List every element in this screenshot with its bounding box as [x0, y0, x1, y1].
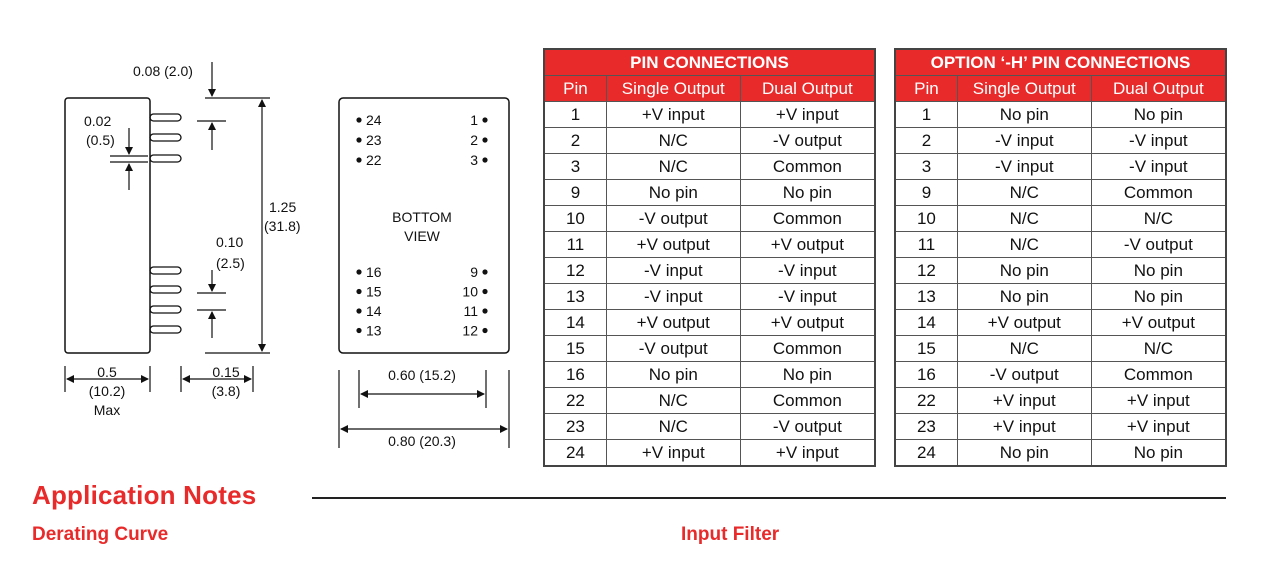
table-cell: N/C [1091, 336, 1226, 362]
pin-number-label: 1 [470, 112, 478, 128]
table-cell: N/C [1091, 206, 1226, 232]
table-row [895, 336, 1226, 362]
table-row [544, 362, 875, 388]
derating-curve-heading: Derating Curve [32, 524, 169, 545]
table-cell: +V input [606, 102, 740, 128]
pin-dot [356, 269, 361, 274]
pin-number-label: 13 [366, 322, 382, 339]
pin-number-label: 2 [470, 132, 478, 148]
pitch-mm-label: (2.5) [216, 255, 245, 271]
table-cell: 12 [544, 258, 606, 284]
table-cell: N/C [606, 388, 740, 414]
pin-dot [482, 137, 487, 142]
table-row [895, 154, 1226, 180]
table-cell: -V output [1091, 232, 1226, 258]
table-cell: +V input [606, 440, 740, 467]
table-cell: 2 [895, 128, 957, 154]
table-cell: 14 [544, 310, 606, 336]
table-cell: 10 [544, 206, 606, 232]
table-cell: -V output [606, 206, 740, 232]
table-cell: 3 [895, 154, 957, 180]
table-cell: +V output [1091, 310, 1226, 336]
table-cell: 15 [895, 336, 957, 362]
table-cell: -V output [957, 362, 1091, 388]
table-cell: 10 [895, 206, 957, 232]
pin-number-label: 23 [366, 132, 382, 148]
table-row [544, 336, 875, 362]
width-label: 0.80 (20.3) [388, 433, 456, 449]
table-cell: 15 [544, 336, 606, 362]
table-cell: Common [740, 206, 875, 232]
table-cell: +V input [957, 414, 1091, 440]
pin-number-label: 9 [470, 264, 478, 280]
pin-dot [356, 328, 361, 333]
table-cell: No pin [606, 362, 740, 388]
pin-dot [356, 308, 361, 313]
mechanical-drawing [0, 0, 540, 470]
pin-length-in-label: 0.15 [212, 364, 240, 380]
table-cell: 13 [895, 284, 957, 310]
table-cell: +V output [957, 310, 1091, 336]
column-header: Single Output [606, 76, 740, 102]
table-cell: 23 [544, 414, 606, 440]
pin-number-label: 14 [366, 303, 382, 319]
table-cell: +V input [1091, 414, 1226, 440]
table-cell: +V input [740, 102, 875, 128]
table-row [895, 388, 1226, 414]
table-cell: No pin [957, 258, 1091, 284]
table-cell: 24 [544, 440, 606, 467]
table-row [544, 154, 875, 180]
table-title: OPTION ‘-H’ PIN CONNECTIONS [895, 49, 1226, 76]
pin-dot [356, 289, 361, 294]
bottom-view-label-line1: BOTTOM [392, 209, 452, 225]
pin-number-label: 15 [366, 283, 382, 300]
height-mm-label: (31.8) [264, 218, 301, 234]
table-cell: No pin [1091, 258, 1226, 284]
table-cell: -V input [606, 258, 740, 284]
table-row [544, 284, 875, 310]
height-in-label: 1.25 [269, 199, 297, 215]
table-cell: 13 [544, 284, 606, 310]
table-cell: -V input [606, 284, 740, 310]
table-cell: 9 [895, 180, 957, 206]
column-header: Pin [895, 76, 957, 102]
option-h-pin-connections-table [894, 48, 1227, 467]
table-cell: +V output [740, 310, 875, 336]
pin-dot [482, 157, 487, 162]
table-cell: -V input [1091, 154, 1226, 180]
pin-dot [356, 137, 361, 142]
table-row [544, 232, 875, 258]
table-cell: No pin [957, 440, 1091, 467]
table-cell: N/C [606, 414, 740, 440]
table-row [895, 206, 1226, 232]
depth-max-label: Max [93, 402, 121, 418]
table-cell: 22 [544, 388, 606, 414]
table-cell: +V output [606, 310, 740, 336]
table-cell: 24 [895, 440, 957, 467]
table-cell: -V input [957, 154, 1091, 180]
table-cell: N/C [957, 206, 1091, 232]
table-row [895, 258, 1226, 284]
table-cell: No pin [740, 180, 875, 206]
application-notes-heading: Application Notes [32, 480, 257, 510]
table-cell: +V input [957, 388, 1091, 414]
input-filter-heading: Input Filter [681, 524, 780, 545]
pin-thickness-mm-label: (0.5) [86, 132, 115, 148]
pin-offset-label: 0.08 (2.0) [133, 63, 193, 79]
table-cell: +V input [1091, 388, 1226, 414]
pin-dot [482, 328, 487, 333]
table-cell: -V input [957, 128, 1091, 154]
pin-dot [356, 117, 361, 122]
table-row [895, 102, 1226, 128]
pin-number-label: 24 [366, 112, 382, 128]
pin-number-label: 11 [463, 303, 478, 319]
pin-dot [356, 157, 361, 162]
table-row [544, 180, 875, 206]
table-cell: No pin [957, 102, 1091, 128]
heading-rule [312, 497, 1226, 499]
row-spacing-label: 0.60 (15.2) [388, 367, 456, 383]
pin-dot [482, 117, 487, 122]
table-cell: N/C [606, 128, 740, 154]
pin-connections-table [543, 48, 876, 467]
table-cell: Common [740, 154, 875, 180]
table-cell: No pin [957, 284, 1091, 310]
table-cell: -V input [740, 258, 875, 284]
table-cell: 3 [544, 154, 606, 180]
table-row [544, 310, 875, 336]
table-title: PIN CONNECTIONS [544, 49, 875, 76]
table-cell: N/C [957, 180, 1091, 206]
table-cell: +V output [606, 232, 740, 258]
table-cell: 11 [544, 232, 606, 258]
table-cell: N/C [957, 232, 1091, 258]
pitch-in-label: 0.10 [216, 234, 244, 250]
table-cell: -V output [606, 336, 740, 362]
depth-mm-label: (10.2) [88, 383, 126, 399]
pin-number-label: 16 [366, 264, 382, 280]
pin-number-label: 10 [462, 283, 478, 300]
table-cell: 11 [895, 232, 957, 258]
table-row [895, 232, 1226, 258]
table-cell: 14 [895, 310, 957, 336]
table-cell: 16 [895, 362, 957, 388]
pin-number-label: 12 [462, 322, 478, 339]
table-cell: Common [740, 388, 875, 414]
table-row [544, 440, 875, 467]
table-row [895, 284, 1226, 310]
column-header: Pin [544, 76, 606, 102]
column-header: Dual Output [1091, 76, 1226, 102]
table-row [544, 414, 875, 440]
table-row [895, 128, 1226, 154]
bottom-view-body [339, 98, 509, 353]
table-row [544, 128, 875, 154]
column-header: Dual Output [740, 76, 875, 102]
table-cell: +V input [740, 440, 875, 467]
table-cell: -V output [740, 414, 875, 440]
table-cell: No pin [740, 362, 875, 388]
table-cell: 1 [544, 102, 606, 128]
table-row [895, 362, 1226, 388]
pin-dot [482, 289, 487, 294]
pin-dot [482, 269, 487, 274]
table-cell: 1 [895, 102, 957, 128]
side-view-pins [150, 114, 181, 333]
table-row [544, 388, 875, 414]
table-cell: Common [740, 336, 875, 362]
column-header: Single Output [957, 76, 1091, 102]
table-cell: No pin [1091, 440, 1226, 467]
pin-thickness-in-label: 0.02 [84, 113, 112, 129]
table-cell: 9 [544, 180, 606, 206]
table-cell: No pin [606, 180, 740, 206]
table-cell: No pin [1091, 102, 1226, 128]
table-cell: +V output [740, 232, 875, 258]
pin-dot [482, 308, 487, 313]
table-cell: No pin [1091, 284, 1226, 310]
bottom-view-pins [356, 112, 487, 339]
depth-in-label: 0.5 [97, 364, 117, 380]
table-cell: -V output [740, 128, 875, 154]
table-cell: Common [1091, 180, 1226, 206]
table-cell: Common [1091, 362, 1226, 388]
table-cell: N/C [606, 154, 740, 180]
table-cell: -V input [740, 284, 875, 310]
pin-number-label: 22 [366, 152, 382, 168]
table-row [895, 440, 1226, 467]
table-row [544, 102, 875, 128]
pin-number-label: 3 [470, 152, 478, 168]
bottom-view-label-line2: VIEW [404, 228, 440, 244]
table-row [544, 258, 875, 284]
table-cell: 22 [895, 388, 957, 414]
table-row [895, 180, 1226, 206]
pin-length-mm-label: (3.8) [211, 383, 241, 399]
table-cell: 23 [895, 414, 957, 440]
table-cell: -V input [1091, 128, 1226, 154]
table-row [895, 310, 1226, 336]
table-cell: 12 [895, 258, 957, 284]
table-cell: N/C [957, 336, 1091, 362]
table-row [895, 414, 1226, 440]
table-cell: 2 [544, 128, 606, 154]
table-cell: 16 [544, 362, 606, 388]
table-row [544, 206, 875, 232]
